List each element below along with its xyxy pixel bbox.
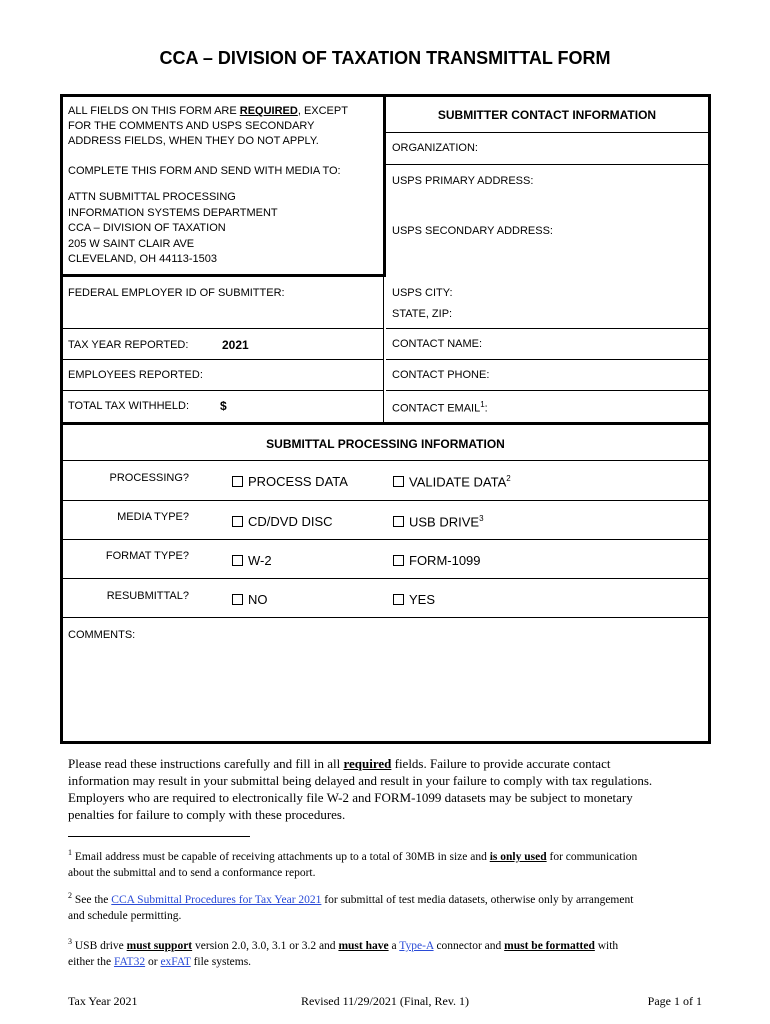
organization-field[interactable]: ORGANIZATION: bbox=[392, 142, 478, 154]
divider bbox=[386, 390, 708, 391]
media-type-label: MEDIA TYPE? bbox=[117, 511, 189, 523]
exfat-link[interactable]: exFAT bbox=[160, 955, 191, 968]
footnote-number: 1 bbox=[68, 848, 72, 857]
instruction-text: Employers who are required to electronically file W-2 and FORM-1099 datasets may be subject to monetary bbox=[68, 790, 633, 805]
instruction-text: fields. Failure to provide accurate contact bbox=[391, 756, 611, 771]
intro-text: , EXCEPT bbox=[297, 105, 348, 117]
resubmittal-no-option[interactable] bbox=[232, 592, 268, 607]
divider bbox=[63, 460, 708, 461]
colon: : bbox=[484, 402, 488, 415]
divider bbox=[63, 359, 383, 360]
submitter-header: SUBMITTER CONTACT INFORMATION bbox=[437, 108, 657, 122]
divider bbox=[383, 277, 384, 424]
divider bbox=[60, 274, 386, 277]
checkbox-icon[interactable] bbox=[232, 476, 243, 487]
option-label: YES bbox=[409, 592, 436, 607]
divider bbox=[60, 94, 63, 277]
tax-year-label: TAX YEAR REPORTED: bbox=[68, 339, 189, 351]
fat32-link[interactable]: FAT32 bbox=[113, 955, 146, 968]
divider bbox=[63, 500, 708, 501]
required-word: required bbox=[343, 756, 392, 771]
divider bbox=[63, 328, 383, 329]
contact-email-field[interactable] bbox=[392, 400, 488, 415]
address-line: INFORMATION SYSTEMS DEPARTMENT bbox=[68, 206, 278, 219]
contact-name-field[interactable]: CONTACT NAME: bbox=[392, 338, 483, 350]
resubmittal-yes-option[interactable] bbox=[393, 592, 435, 607]
divider bbox=[386, 359, 708, 360]
address-line: 205 W SAINT CLAIR AVE bbox=[68, 237, 195, 250]
footnote-text: or bbox=[145, 955, 161, 968]
instruction-text: Please read these instructions carefully and fill in all bbox=[68, 756, 344, 771]
total-tax-withheld-label: TOTAL TAX WITHHELD: bbox=[68, 400, 190, 412]
footnote-text: See the bbox=[72, 893, 112, 906]
resubmittal-label: RESUBMITTAL? bbox=[106, 590, 189, 602]
w2-option[interactable] bbox=[232, 553, 272, 568]
footnote-number: 2 bbox=[68, 891, 72, 900]
footnote-rule bbox=[68, 836, 250, 837]
checkbox-icon[interactable] bbox=[232, 594, 243, 605]
footnote-ref: 2 bbox=[506, 474, 511, 483]
cd-dvd-option[interactable] bbox=[232, 514, 333, 529]
footnote-3 bbox=[68, 934, 718, 970]
instruction-text: information may result in your submittal being delayed and result in your failure to comply with tax regulations. bbox=[68, 773, 653, 788]
usps-primary-address-field[interactable]: USPS PRIMARY ADDRESS: bbox=[392, 175, 534, 187]
submittal-procedures-link[interactable]: CCA Submittal Procedures for Tax Year 2021 bbox=[111, 893, 322, 906]
address-line: CLEVELAND, OH 44113-1503 bbox=[68, 253, 217, 265]
footnote-text: for communication bbox=[546, 850, 638, 863]
footnote-1 bbox=[68, 845, 718, 881]
processing-header: SUBMITTAL PROCESSING INFORMATION bbox=[266, 437, 505, 451]
form-title: CCA – DIVISION OF TAXATION TRANSMITTAL FORM bbox=[159, 48, 611, 68]
send-instructions: COMPLETE THIS FORM AND SEND WITH MEDIA TO: bbox=[68, 165, 341, 177]
option-label: CD/DVD DISC bbox=[248, 514, 333, 529]
contact-phone-field[interactable]: CONTACT PHONE: bbox=[392, 369, 490, 381]
usps-city-field[interactable]: USPS CITY: bbox=[392, 287, 453, 299]
section-divider bbox=[60, 422, 711, 425]
employees-reported-field[interactable]: EMPLOYEES REPORTED: bbox=[68, 369, 203, 381]
format-type-label: FORMAT TYPE? bbox=[105, 550, 189, 562]
instructions-paragraph bbox=[68, 755, 718, 823]
checkbox-icon[interactable] bbox=[232, 555, 243, 566]
option-label: NO bbox=[248, 592, 268, 607]
footnote-ref: 1 bbox=[480, 400, 485, 409]
instruction-text: penalties for failure to comply with these procedures. bbox=[68, 807, 346, 822]
address-line: ATTN SUBMITTAL PROCESSING bbox=[68, 191, 236, 203]
footnote-number: 3 bbox=[68, 937, 72, 946]
tax-year-value: 2021 bbox=[222, 338, 249, 352]
intro-text: ALL FIELDS ON THIS FORM ARE bbox=[68, 105, 240, 117]
footnote-text: USB drive bbox=[72, 939, 127, 952]
emphasis: must support bbox=[126, 939, 193, 952]
footer-page-number: Page 1 of 1 bbox=[647, 994, 702, 1008]
option-label: VALIDATE DATA bbox=[409, 474, 507, 490]
option-label: PROCESS DATA bbox=[248, 474, 348, 489]
footnote-text: about the submittal and to send a conformance report. bbox=[68, 866, 316, 879]
address-line: CCA – DIVISION OF TAXATION bbox=[68, 222, 226, 234]
footnote-text: for submittal of test media datasets, otherwise only by arrangement bbox=[321, 893, 634, 906]
emphasis: must be formatted bbox=[504, 939, 595, 952]
footnote-2 bbox=[68, 888, 718, 924]
checkbox-icon[interactable] bbox=[393, 476, 404, 487]
footnote-text: file systems. bbox=[190, 955, 252, 968]
divider bbox=[63, 539, 708, 540]
checkbox-icon[interactable] bbox=[232, 516, 243, 527]
footnote-text: version 2.0, 3.0, 3.1 or 3.2 and bbox=[192, 939, 339, 952]
footnote-text: Email address must be capable of receiving attachments up to a total of 30MB in size and bbox=[72, 850, 490, 863]
footnote-ref: 3 bbox=[479, 514, 484, 523]
checkbox-icon[interactable] bbox=[393, 516, 404, 527]
divider bbox=[386, 328, 708, 329]
emphasis: is only used bbox=[489, 850, 547, 863]
footnote-text: with bbox=[594, 939, 619, 952]
option-label: FORM-1099 bbox=[409, 553, 481, 568]
intro-text: FOR THE COMMENTS AND USPS SECONDARY bbox=[68, 120, 315, 132]
type-a-link[interactable]: Type-A bbox=[399, 939, 434, 952]
intro-text: ADDRESS FIELDS, WHEN THEY DO NOT APPLY. bbox=[68, 135, 319, 147]
footnote-text: a bbox=[388, 939, 400, 952]
form-1099-option[interactable] bbox=[393, 553, 481, 568]
divider bbox=[63, 390, 383, 391]
checkbox-icon[interactable] bbox=[393, 594, 404, 605]
fein-field[interactable]: FEDERAL EMPLOYER ID OF SUBMITTER: bbox=[68, 287, 285, 299]
divider bbox=[386, 132, 708, 133]
footer-revision: Revised 11/29/2021 (Final, Rev. 1) bbox=[300, 994, 470, 1008]
footnote-text: connector and bbox=[433, 939, 505, 952]
dollar-sign[interactable]: $ bbox=[220, 399, 227, 413]
checkbox-icon[interactable] bbox=[393, 555, 404, 566]
usps-secondary-address-field[interactable]: USPS SECONDARY ADDRESS: bbox=[392, 225, 553, 237]
contact-email-label: CONTACT EMAIL bbox=[392, 402, 481, 415]
processing-label: PROCESSING? bbox=[109, 472, 189, 484]
divider bbox=[63, 578, 708, 579]
validate-data-option[interactable] bbox=[393, 474, 511, 489]
footnote-text: either the bbox=[68, 955, 114, 968]
emphasis: must have bbox=[338, 939, 389, 952]
footer-tax-year: Tax Year 2021 bbox=[68, 994, 138, 1008]
divider bbox=[386, 164, 708, 165]
option-label: W-2 bbox=[248, 553, 272, 568]
state-zip-field[interactable]: STATE, ZIP: bbox=[392, 308, 453, 320]
divider bbox=[63, 617, 708, 618]
process-data-option[interactable] bbox=[232, 474, 348, 489]
usb-drive-option[interactable] bbox=[393, 514, 484, 529]
required-word: REQUIRED bbox=[239, 105, 298, 117]
option-label: USB DRIVE bbox=[409, 514, 480, 530]
footnote-text: and schedule permitting. bbox=[68, 909, 182, 922]
comments-field[interactable]: COMMENTS: bbox=[68, 629, 136, 641]
